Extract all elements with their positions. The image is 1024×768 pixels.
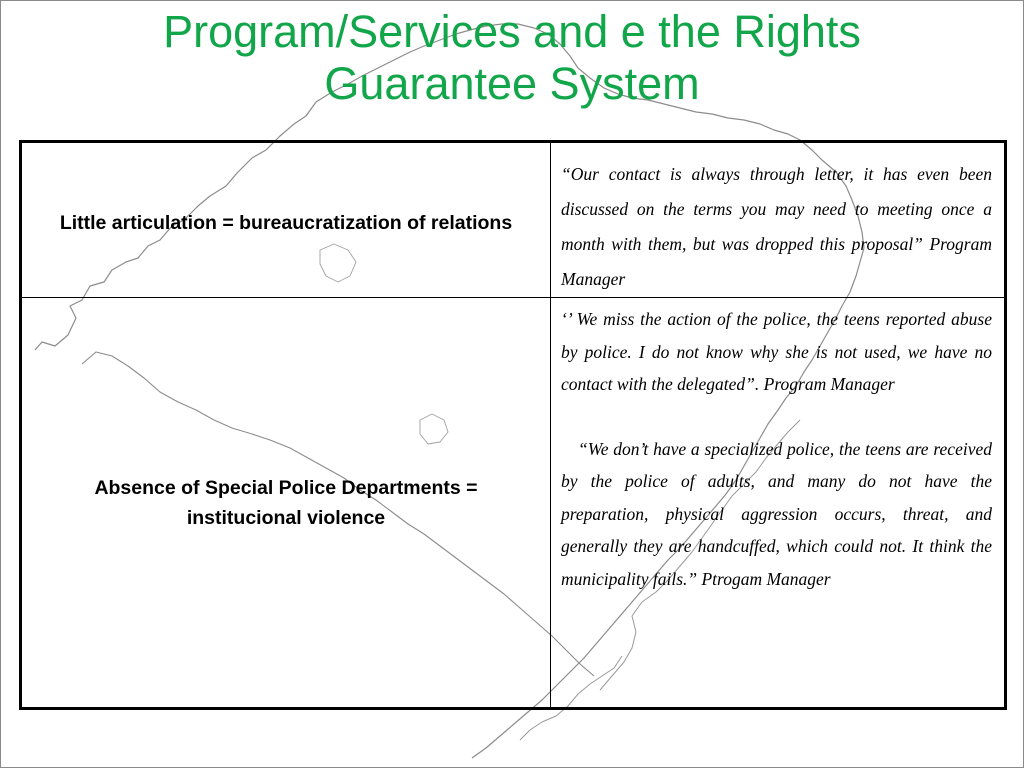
findings-table bbox=[19, 140, 1007, 710]
slide-title bbox=[40, 6, 984, 110]
slide-title-line-1: Program/Services and e the Rights bbox=[163, 6, 861, 57]
theme-cell: Absence of Special Police Departments = institucional violence bbox=[21, 298, 551, 709]
table-row bbox=[21, 298, 1006, 709]
interview-quote: “Our contact is always through letter, it has even been discussed on the terms you may need to meeting once a month with them, but was dropped this proposal” Program Manager bbox=[561, 164, 992, 289]
quote-cell bbox=[551, 298, 1006, 709]
interview-quote: “We don’t have a specialized police, the teens are received by the police of adults, and many do not have the preparation, physical aggression occurs, threat, and generally they are handcuffed, which could not. It think the municipality fails.” Ptrogam Manager bbox=[561, 438, 992, 589]
interview-quote: ‘’ We miss the action of the police, the teens reported abuse by police. I do not know why she is not used, we have no contact with the delegated”. Program Manager bbox=[561, 309, 992, 394]
table-row bbox=[21, 142, 1006, 298]
quote-cell bbox=[551, 142, 1006, 298]
theme-cell: Little articulation = bureaucratization of relations bbox=[21, 142, 551, 298]
slide-title-line-2: Guarantee System bbox=[324, 58, 700, 109]
